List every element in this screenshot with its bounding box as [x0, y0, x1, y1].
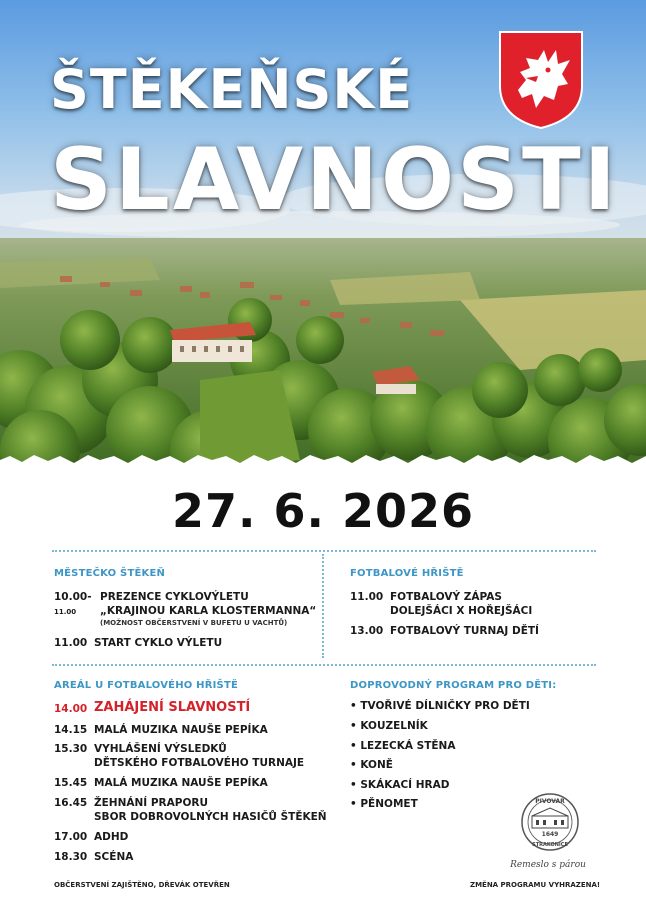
footer-left-note: OBČERSTVENÍ ZAJIŠTĚNO, DŘEVÁK OTEVŘEN [54, 881, 230, 889]
row-text: VYHLÁŠENÍ VÝSLEDKŮ [94, 743, 227, 755]
row-text-2: DĚTSKÉHO FOTBALOVÉHO TURNAJE [94, 757, 305, 769]
row-text: PREZENCE CYKLOVÝLETU [100, 591, 249, 603]
title-line-1: ŠTĚKEŇSKÉ [50, 58, 414, 121]
row-text: SCÉNA [94, 851, 134, 863]
program-row [54, 723, 324, 739]
section-title-fotbal: FOTBALOVÉ HŘIŠTĚ [350, 568, 464, 579]
title-line-2: SLAVNOSTI [50, 130, 619, 230]
program-row [54, 776, 324, 792]
brewery-city: STRAKONICE [532, 842, 568, 848]
wolf-crest-icon [496, 28, 586, 130]
brewery-logo [510, 792, 590, 854]
kids-item: • PĚNOMET [350, 798, 418, 810]
row-note: (MOŽNOST OBČERSTVENÍ V BUFETU U VACHTŮ) [100, 619, 288, 627]
row-text: ŽEHNÁNÍ PRAPORU [94, 797, 208, 809]
kids-item: • LEZECKÁ STĚNA [350, 740, 456, 752]
brewery-year: 1649 [541, 831, 559, 838]
row-text: START CYKLO VÝLETU [94, 637, 223, 649]
program-row [54, 796, 327, 826]
program-row [350, 624, 610, 640]
row-time: 13.00 [350, 625, 384, 637]
divider-middle [52, 664, 596, 666]
row-time: 15.30 [54, 743, 88, 755]
row-text-2: „KRAJINOU KARLA KLOSTERMANNA“ [100, 605, 317, 617]
brewery-tagline: Remeslo s párou [510, 860, 586, 870]
program-row [54, 636, 324, 652]
row-text: ZAHÁJENÍ SLAVNOSTÍ [94, 700, 251, 715]
section-title-mestecko: MĚSTEČKO ŠTĚKEŇ [54, 568, 166, 579]
kids-item: • KOUZELNÍK [350, 720, 428, 732]
row-time: 15.45 [54, 777, 88, 789]
row-time: 18.30 [54, 851, 88, 863]
row-time: 11.00 [350, 591, 384, 603]
program-row-highlight [54, 702, 324, 718]
row-text-2: SBOR DOBROVOLNÝCH HASIČŮ ŠTĚKEŇ [94, 811, 327, 823]
row-time: 17.00 [54, 831, 88, 843]
kids-item: • KONĚ [350, 759, 393, 771]
row-time-small: 11.00 [54, 608, 77, 616]
event-date: 27. 6. 2026 [171, 484, 475, 538]
row-text: FOTBALOVÝ TURNAJ DĚTÍ [390, 625, 539, 637]
kids-item: • SKÁKACÍ HRAD [350, 779, 450, 791]
row-time: 14.15 [54, 724, 88, 736]
row-text: MALÁ MUZIKA NAUŠE PEPÍKA [94, 724, 268, 736]
row-text: MALÁ MUZIKA NAUŠE PEPÍKA [94, 777, 268, 789]
program-row [54, 742, 324, 772]
program-row [54, 590, 324, 630]
row-text: ADHD [94, 831, 129, 843]
row-text-2: DOLEJŠÁCI X HOŘEJŠÁCI [390, 605, 533, 617]
row-time: 14.00 [54, 703, 88, 715]
row-time: 16.45 [54, 797, 88, 809]
footer-right-note: ZMĚNA PROGRAMU VYHRAZENA! [470, 881, 601, 889]
row-time: 11.00 [54, 637, 88, 649]
section-title-areal: AREÁL U FOTBALOVÉHO HŘIŠTĚ [54, 680, 238, 691]
program-row [54, 850, 324, 866]
brewery-name: PIVOVAR [535, 798, 565, 805]
program-row [54, 830, 324, 846]
row-time: 10.00- [54, 591, 92, 603]
program-row [350, 590, 610, 620]
divider-top [52, 550, 596, 552]
section-title-deti: DOPROVODNÝ PROGRAM PRO DĚTI: [350, 680, 557, 691]
row-text: FOTBALOVÝ ZÁPAS [390, 591, 502, 603]
kids-item: • TVOŘIVÉ DÍLNIČKY PRO DĚTI [350, 700, 530, 712]
